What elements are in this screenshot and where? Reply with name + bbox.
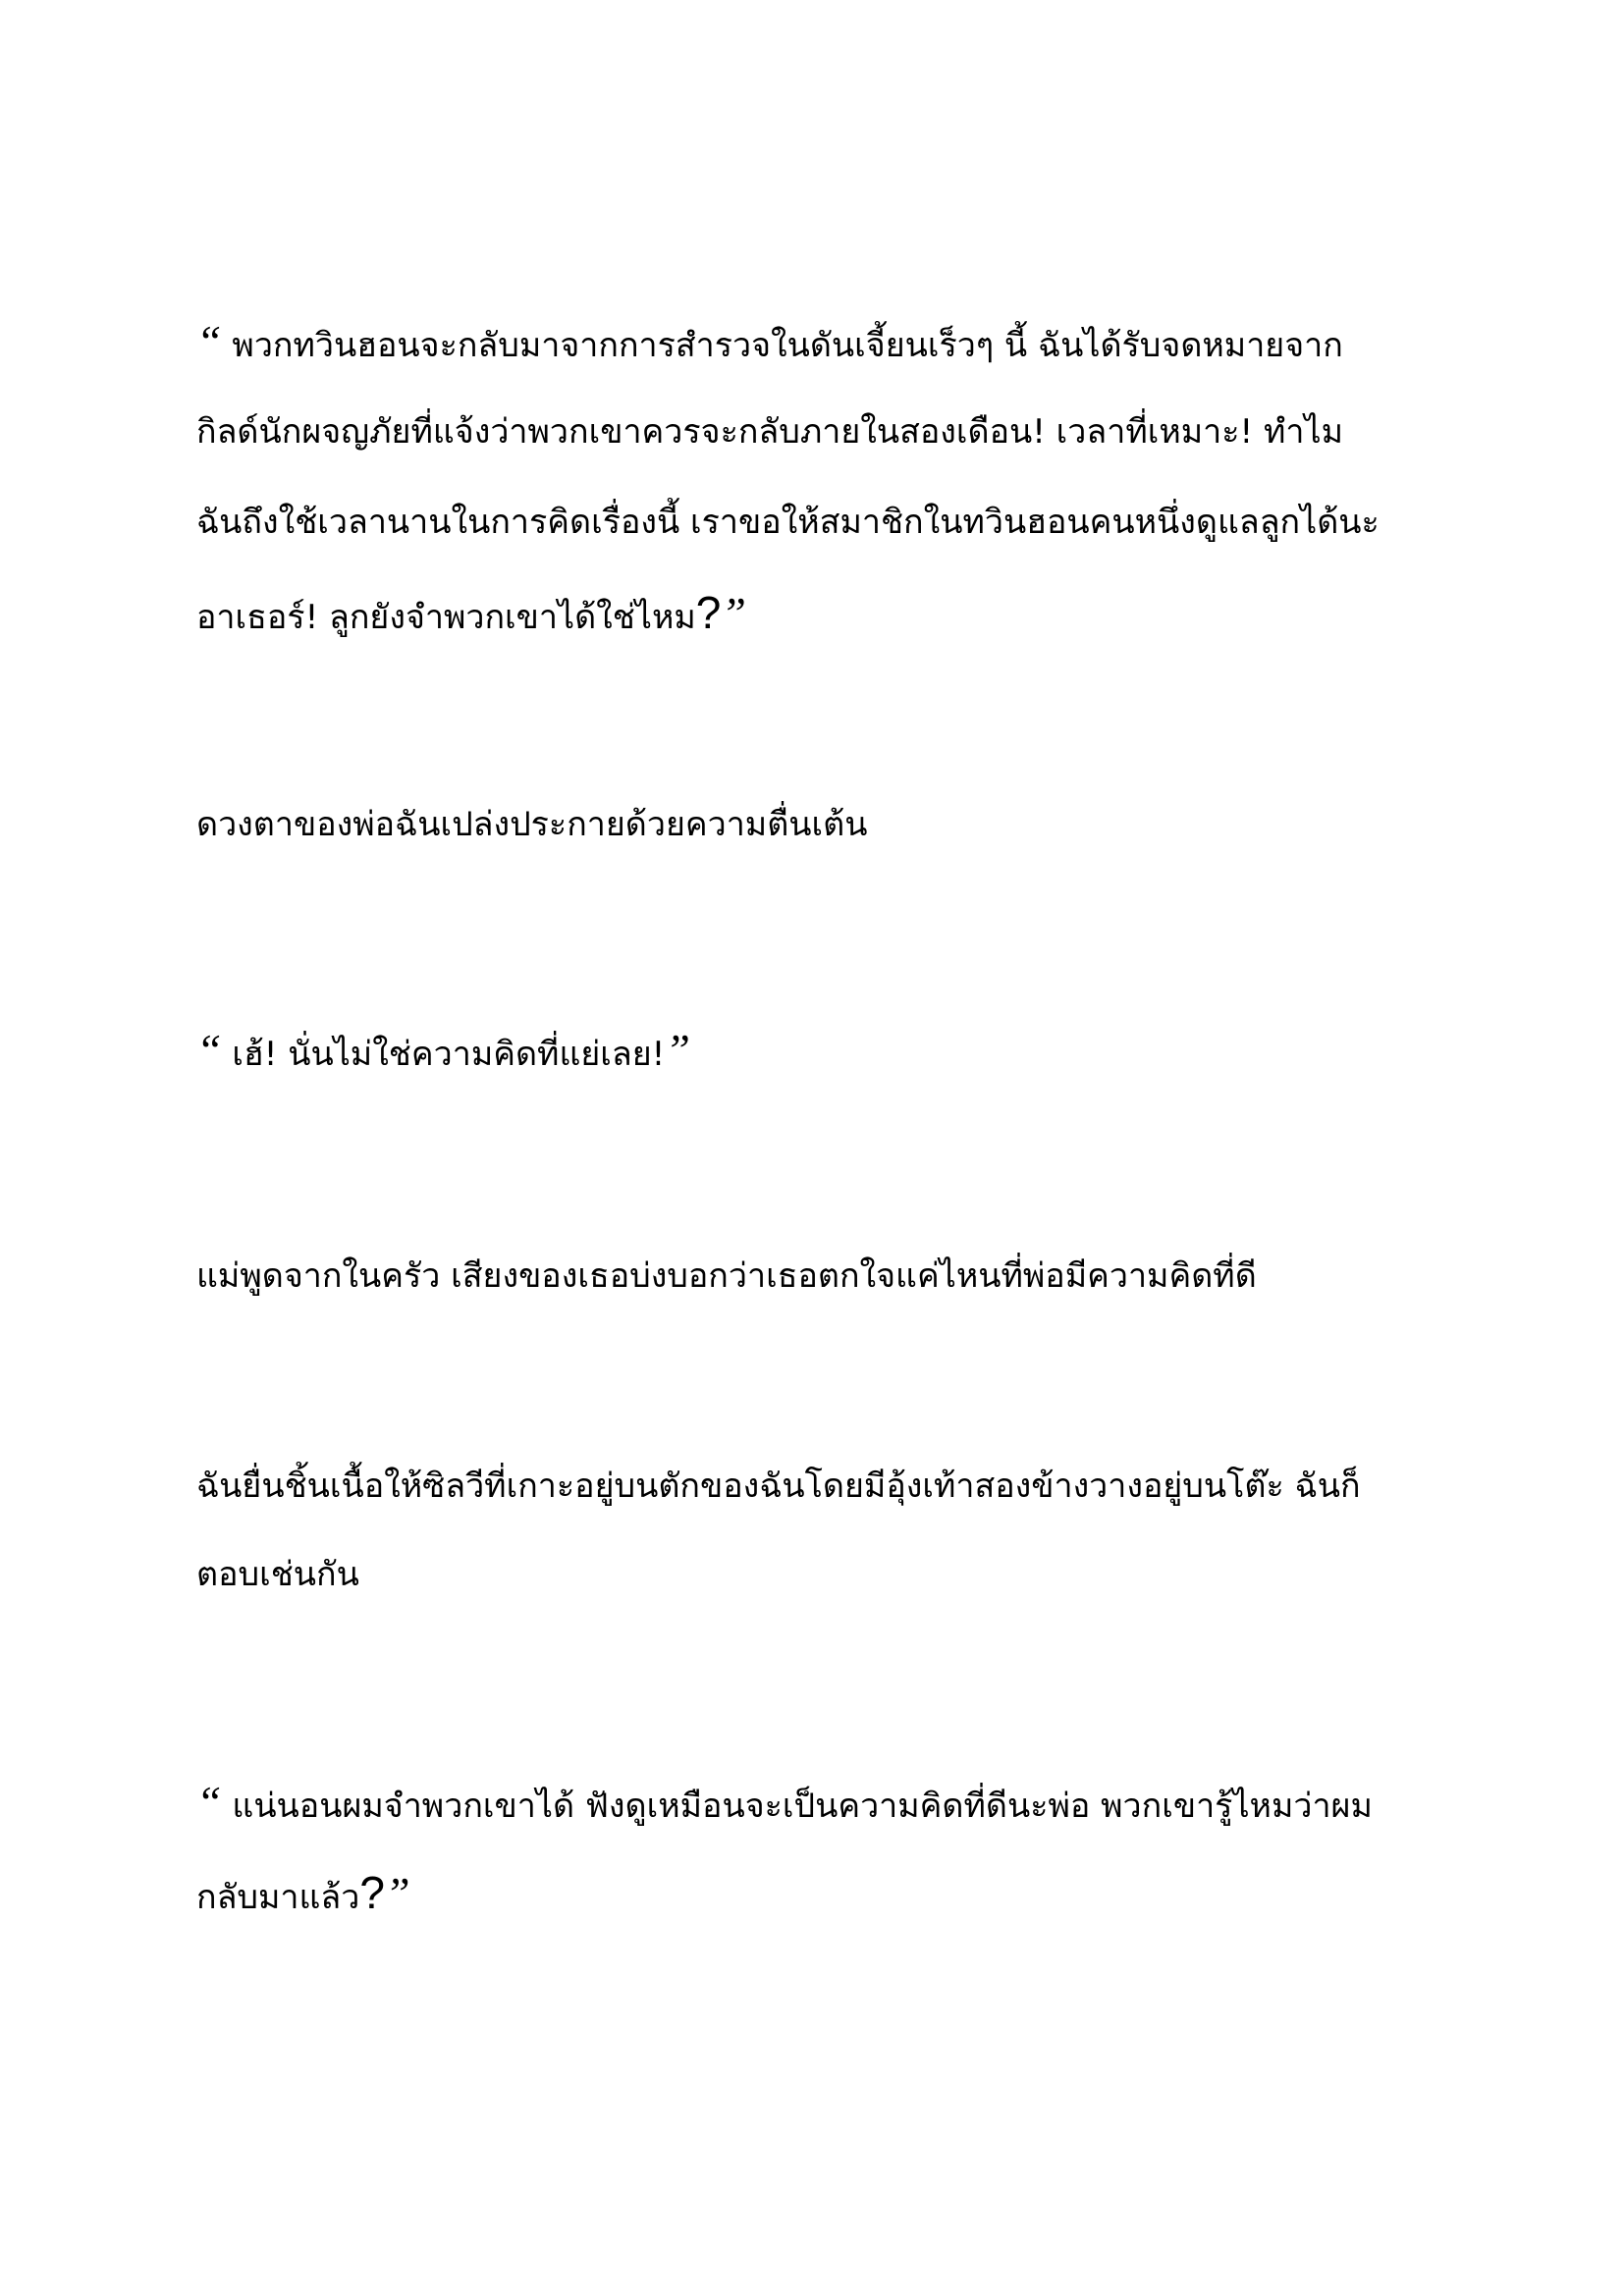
paragraph-1-line-2 [196, 402, 1343, 461]
line-text: อาเธอร์! ลูกยังจำพวกเขาได้ใช่ไหม [196, 598, 696, 637]
paragraph-6-line-1 [196, 1773, 1373, 1832]
line-text: แม่พูดจากในครัว เสียงของเธอบ่งบอกว่าเธอตกใจแค่ไหนที่พ่อมีความคิดที่ดี [196, 1256, 1257, 1296]
paragraph-1-line-1 [196, 312, 1343, 371]
close-quote: ” [721, 588, 746, 638]
paragraph-4-line-1 [196, 1247, 1257, 1306]
line-text: เฮ้! นั่นไม่ใช่ความคิดที่แย่เลย! [221, 1035, 666, 1074]
paragraph-5-line-2 [196, 1545, 359, 1604]
question-mark: ? [359, 1867, 385, 1918]
line-text: พวกทวินฮอนจะกลับมาจากการสำรวจในดันเจี้ยนเร็วๆ นี้ ฉันได้รับจดหมายจาก [221, 326, 1343, 365]
line-text: กลับมาแล้ว [196, 1878, 360, 1917]
paragraph-5-line-1 [196, 1457, 1361, 1516]
paragraph-3-line-1 [196, 1021, 690, 1080]
line-text: ตอบเช่นกัน [196, 1555, 359, 1594]
line-text: แน่นอนผมจำพวกเขาได้ ฟังดูเหมือนจะเป็นความคิดที่ดีนะพ่อ พวกเขารู้ไหมว่าผม [221, 1787, 1373, 1826]
line-text: ฉันยื่นชิ้นเนื้อให้ซิลวีที่เกาะอยู่บนตักของฉันโดยมีอุ้งเท้าสองข้างวางอยู่บนโต๊ะ ฉันก็ [196, 1467, 1361, 1506]
line-text: กิลด์นักผจญภัยที่แจ้งว่าพวกเขาควรจะกลับภายในสองเดือน! เวลาที่เหมาะ! ทำไม [196, 412, 1343, 452]
paragraph-1-line-4 [196, 583, 746, 642]
question-mark: ? [695, 587, 722, 638]
paragraph-1-line-3 [196, 493, 1380, 552]
open-quote: “ [196, 316, 222, 366]
open-quote: “ [196, 1777, 222, 1827]
paragraph-2-line-1 [196, 795, 868, 854]
line-text: ดวงตาของพ่อฉันเปล่งประกายด้วยความตื่นเต้น [196, 805, 868, 844]
close-quote: ” [384, 1868, 410, 1918]
open-quote: “ [196, 1025, 222, 1075]
line-text: ฉันถึงใช้เวลานานในการคิดเรื่องนี้ เราขอให้สมาชิกในทวินฮอนคนหนึ่งดูแลลูกได้นะ [196, 503, 1380, 542]
paragraph-6-line-2 [196, 1863, 410, 1922]
close-quote: ” [665, 1025, 690, 1075]
